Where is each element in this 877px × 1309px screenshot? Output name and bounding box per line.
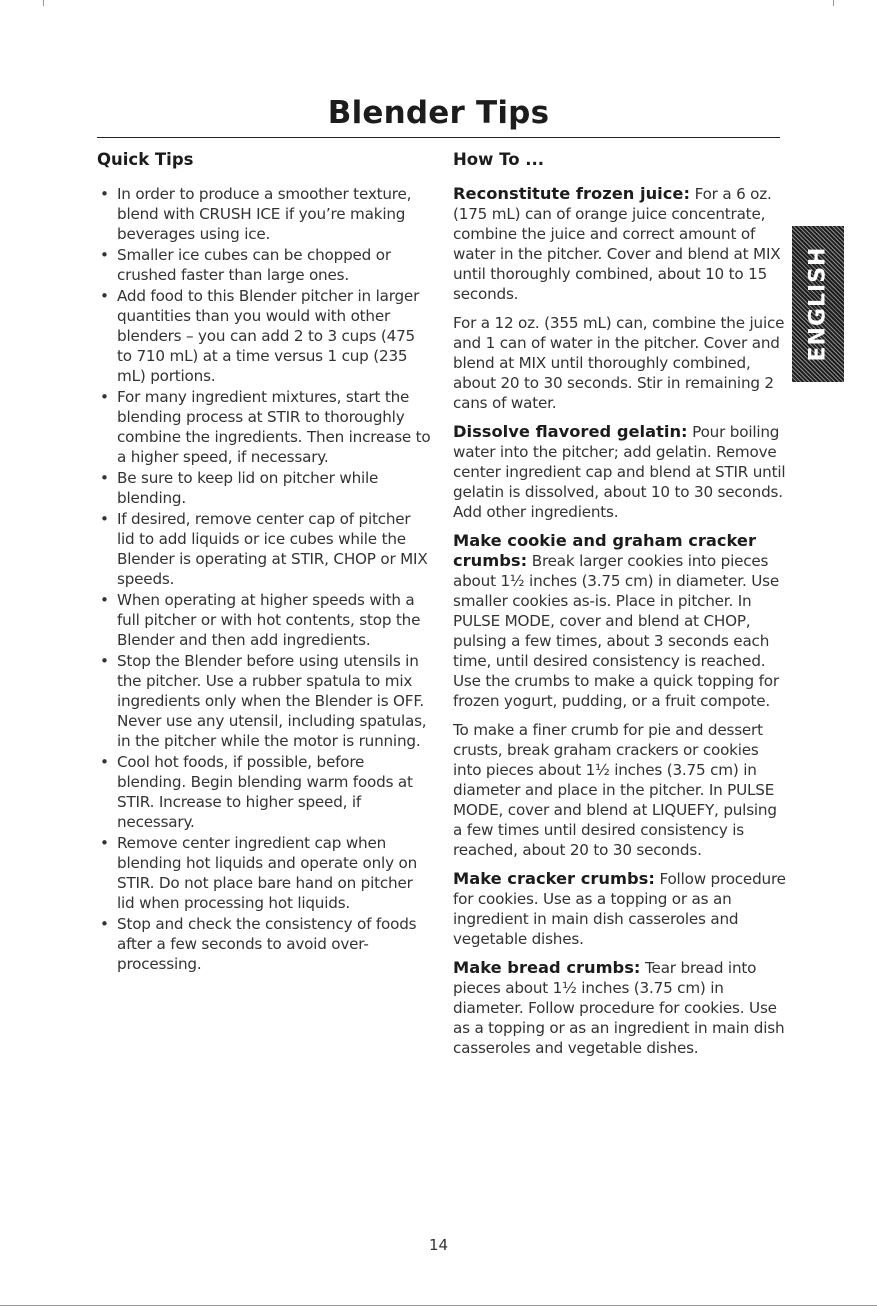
bread-text: Tear bread into pieces about 1½ inches (3.75 cm) in diameter. Follow procedure for cookies. Use as a topping or as an ingredient in main dish casseroles and vegetable dishes.: [453, 959, 785, 1057]
title-divider: [97, 137, 780, 138]
how-to-heading: How To ...: [453, 150, 545, 169]
reconstitute-lead: Reconstitute frozen juice:: [453, 184, 690, 203]
crop-mark: [0, 1305, 877, 1306]
list-item: • Cool hot foods, if possible, before blending. Begin blending warm foods at STIR. Increase to higher speed, if necessary.: [97, 752, 432, 832]
cookie-lead: Make cookie and graham cracker crumbs:: [453, 531, 756, 570]
quick-tips-heading: Quick Tips: [97, 150, 194, 169]
crop-mark: [43, 0, 44, 6]
reconstitute-paragraph-2: For a 12 oz. (355 mL) can, combine the juice and 1 can of water in the pitcher. Cover and blend at MIX until thoroughly combined, about 20 to 30 seconds. Stir in remaining 2 cans of water.: [453, 314, 785, 412]
language-tab: [792, 226, 844, 382]
cracker-text: Follow procedure for cookies. Use as a topping or as an ingredient in main dish casseroles and vegetable dishes.: [453, 870, 786, 948]
list-item: • Add food to this Blender pitcher in larger quantities than you would with other blenders – you can add 2 to 3 cups (475 to 710 mL) at a time versus 1 cup (235 mL) portions.: [97, 286, 432, 386]
cracker-paragraph: [453, 869, 786, 949]
cookie-text: Break larger cookies into pieces about 1½ inches (3.75 cm) in diameter. Use smaller cookies as-is. Place in pitcher. In PULSE MODE, cover and blend at CHOP, pulsing a few times, about 3 seconds each time, until desired consistency is reached. Use the crumbs to make a quick topping for frozen yogurt, pudding, or a fruit compote.: [453, 552, 779, 710]
cookie-paragraph: [453, 531, 786, 711]
page-title: Blender Tips: [327, 95, 550, 131]
gelatin-lead: Dissolve flavored gelatin:: [453, 422, 688, 441]
language-tab-label: ENGLISH: [805, 246, 831, 362]
list-item: • Stop and check the consistency of foods after a few seconds to avoid over-processing.: [97, 914, 432, 974]
bread-paragraph: [453, 958, 786, 1058]
cracker-lead: Make cracker crumbs:: [453, 869, 655, 888]
gelatin-paragraph: [453, 422, 786, 522]
quick-tips-list: [97, 184, 432, 974]
crop-mark: [833, 0, 834, 6]
reconstitute-text: For a 6 oz. (175 mL) can of orange juice concentrate, combine the juice and correct amount of water in the pitcher. Cover and blend at MIX until thoroughly combined, about 10 to 15 seconds.: [453, 185, 781, 303]
how-to-column: [453, 150, 786, 1067]
list-item: • Be sure to keep lid on pitcher while blending.: [97, 468, 432, 508]
gelatin-text: Pour boiling water into the pitcher; add gelatin. Remove center ingredient cap and blend at STIR until gelatin is dissolved, about 10 to 30 seconds. Add other ingredients.: [453, 423, 786, 521]
reconstitute-paragraph: [453, 184, 786, 304]
list-item: • If desired, remove center cap of pitcher lid to add liquids or ice cubes while the Blender is operating at STIR, CHOP or MIX speeds.: [97, 509, 432, 589]
list-item: • When operating at higher speeds with a full pitcher or with hot contents, stop the Blender and then add ingredients.: [97, 590, 432, 650]
list-item: • In order to produce a smoother texture, blend with CRUSH ICE if you’re making beverages using ice.: [97, 184, 432, 244]
list-item: • For many ingredient mixtures, start the blending process at STIR to thoroughly combine the ingredients. Then increase to a higher speed, if necessary.: [97, 387, 432, 467]
list-item: • Smaller ice cubes can be chopped or crushed faster than large ones.: [97, 245, 432, 285]
page-number: 14: [428, 1236, 449, 1254]
quick-tips-column: [97, 150, 432, 975]
cookie-paragraph-2: To make a finer crumb for pie and dessert crusts, break graham crackers or cookies into pieces about 1½ inches (3.75 cm) in diameter and place in the pitcher. In PULSE MODE, cover and blend at LIQUEFY, pulsing a few times until desired consistency is reached, about 20 to 30 seconds.: [453, 721, 777, 859]
list-item: • Remove center ingredient cap when blending hot liquids and operate only on STIR. Do not place bare hand on pitcher lid when processing hot liquids.: [97, 833, 432, 913]
list-item: • Stop the Blender before using utensils in the pitcher. Use a rubber spatula to mix ingredients only when the Blender is OFF. Never use any utensil, including spatulas, in the pitcher while the motor is running.: [97, 651, 432, 751]
bread-lead: Make bread crumbs:: [453, 958, 641, 977]
